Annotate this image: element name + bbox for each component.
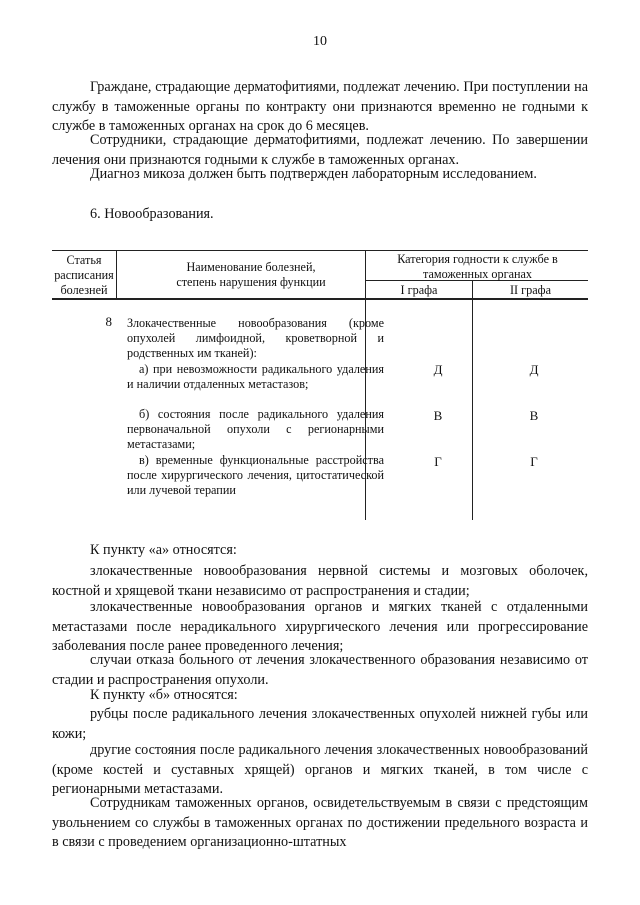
header-disease-name: Наименование болезней, степень нарушения функции	[176, 260, 326, 289]
disease-intro: Злокачественные новообразования (кроме опухолей лимфоидной, кроветворной и родственных им тканей):	[127, 316, 384, 360]
header-column-2: II графа	[510, 283, 551, 297]
header-column-1: I графа	[400, 283, 438, 297]
paragraph-point-a-item-3: случаи отказа больного от лечения злокачественного образования независимо от стадии и распространения опухоли.	[52, 652, 588, 688]
row-a-column-2: Д	[529, 362, 539, 377]
row-text-c: в) временные функциональные расстройства после хирургического лечения, цитостатической или лучевой терапии	[127, 453, 384, 497]
page-number: 10	[313, 34, 327, 49]
paragraph-diagnosis: Диагноз микоза должен быть подтвержден лабораторным исследованием.	[90, 166, 537, 182]
paragraph-conscripts: Граждане, страдающие дерматофитиями, подлежат лечению. При поступлении на службу в таможенные органы по контракту они признаются временно не годными к службе в таможенных органах на срок до 6 месяцев.	[52, 79, 588, 134]
header-fitness-category: Категория годности к службе в таможенных органах	[397, 252, 558, 281]
row-a-column-1: Д	[433, 362, 443, 377]
paragraph-point-a-item-1: злокачественные новообразования нервной системы и мозговых оболочек, костной и хрящевой ткани независимо от распространения и стадии;	[52, 563, 588, 599]
row-b-column-1: В	[433, 408, 443, 423]
paragraph-employees: Сотрудники, страдающие дерматофитиями, подлежат лечению. По завершении лечения они признаются годными к службе в таможенных органах.	[52, 132, 588, 168]
row-c-column-2: Г	[530, 454, 538, 469]
row-b-column-2: В	[529, 408, 539, 423]
article-number: 8	[105, 314, 112, 329]
paragraph-point-b-item-1: рубцы после радикального лечения злокачественных опухолей нижней губы или кожи;	[52, 706, 588, 742]
row-text-a: а) при невозможности радикального удаления и наличии отдаленных метастазов;	[127, 362, 384, 391]
paragraph-point-a-heading: К пункту «а» относятся:	[90, 542, 237, 558]
row-c-column-1: Г	[434, 454, 442, 469]
paragraph-point-b-heading: К пункту «б» относятся:	[90, 687, 238, 703]
paragraph-retirement: Сотрудникам таможенных органов, освидетельствуемым в связи с предстоящим увольнением со службы в таможенных органах по достижении предельного возраста и в связи с проведением организационно-штатных	[52, 795, 588, 850]
disease-schedule-table	[52, 250, 588, 520]
row-text-b: б) состояния после радикального удаления первоначальной опухоли с регионарными метастазами;	[127, 407, 384, 451]
paragraph-point-b-item-2: другие состояния после радикального лечения злокачественных новообразований (кроме костей и суставных хрящей) органов и мягких тканей, в том числе с регионарными метастазами.	[52, 742, 588, 797]
section-heading: 6. Новообразования.	[90, 206, 214, 222]
paragraph-point-a-item-2: злокачественные новообразования органов и мягких тканей с отдаленными метастазами после нерадикального хирургического лечения или прогрессирование заболевания после ранее проведенного лечения;	[52, 599, 588, 654]
header-article: Статья расписания болезней	[54, 253, 114, 297]
